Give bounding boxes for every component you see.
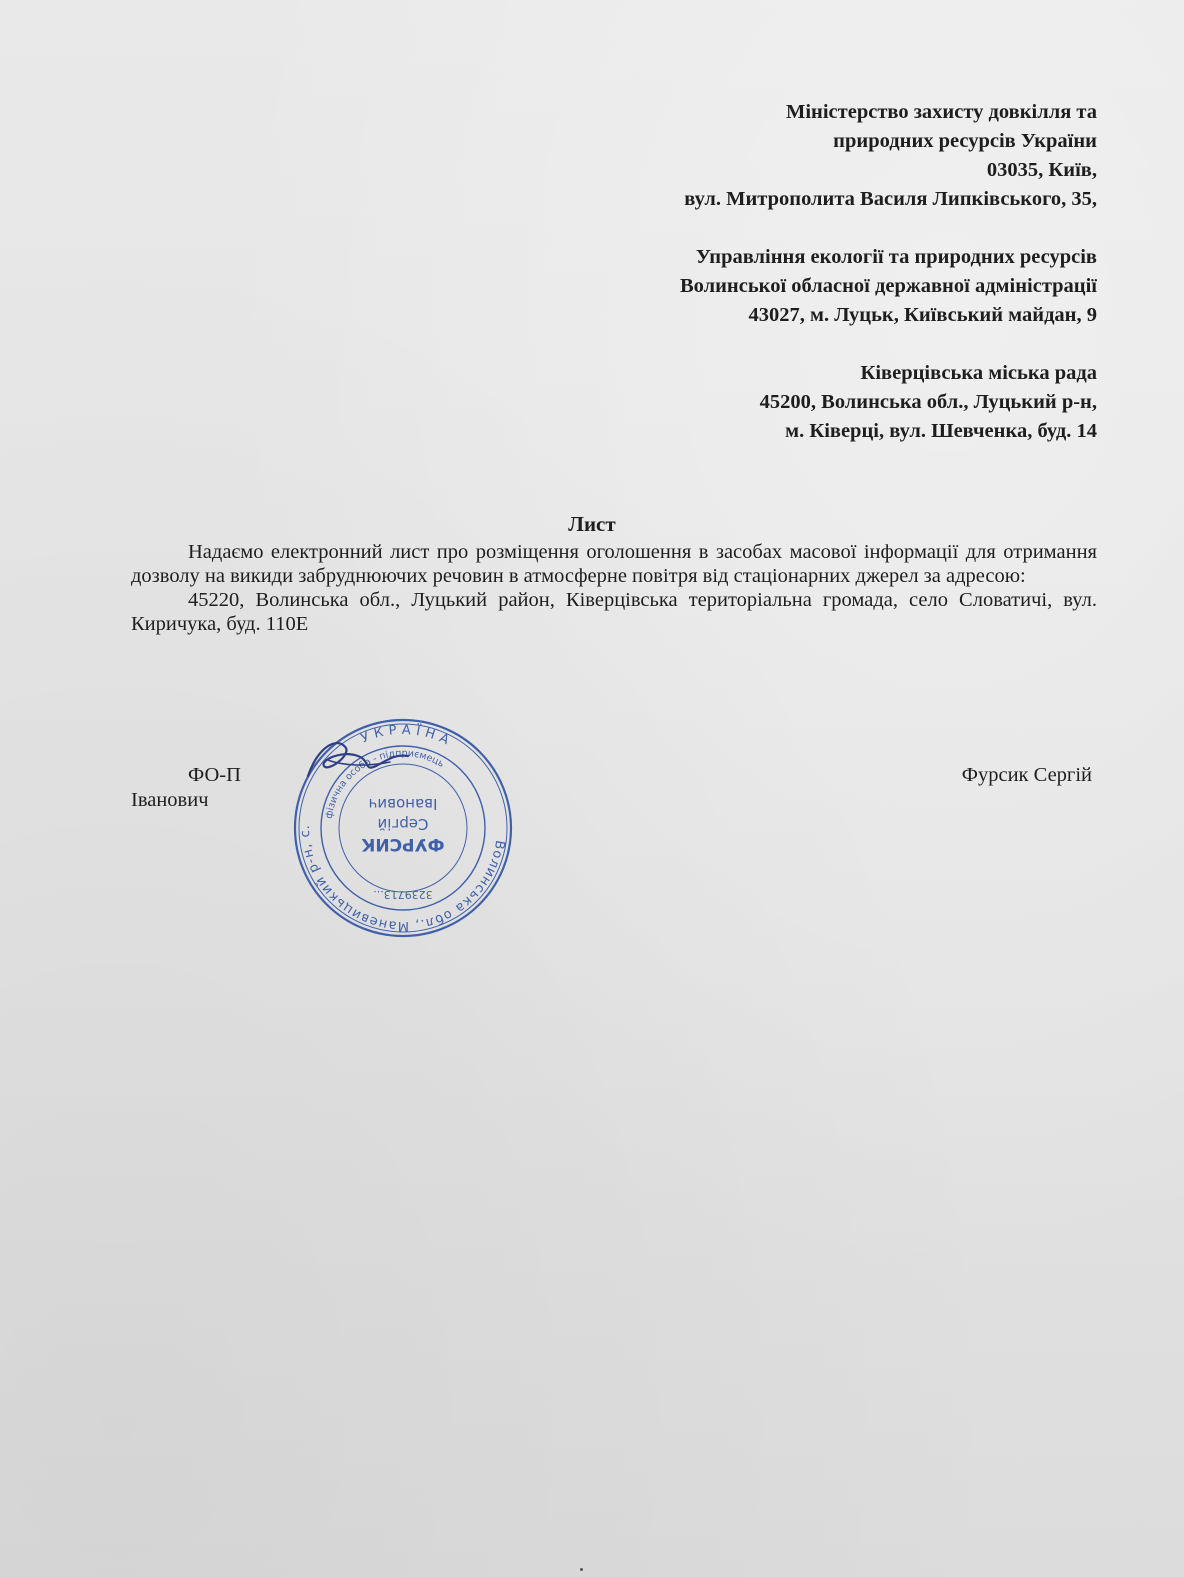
stamp-first-name: Сергій [377,815,429,833]
document-title: Лист [568,512,616,536]
stamp-name: ФУРСИК [361,834,445,854]
recipient-line: Ківерцівська міська рада [860,362,1097,384]
stamp-patronymic: Іванович [368,795,438,813]
recipient-line: 03035, Київ, [986,159,1097,181]
recipient-line: Управління екології та природних ресурсів [695,246,1097,268]
recipient-city-council [477,359,1097,446]
recipient-ministry [477,98,1097,214]
handwritten-signature-icon [298,726,418,796]
stamp-country: УКРАЇНА [358,722,456,751]
recipient-line: Волинської обласної державної адміністрації [679,275,1097,297]
signer-left [131,763,241,813]
paper-speck [580,1568,583,1571]
recipient-line: 45200, Волинська обл., Луцький р-н, [759,391,1097,413]
body-paragraph: Надаємо електронний лист про розміщення оголошення в засобах масової інформації для отримання дозволу на викиди забруднюючих речовин в атмосферне повітря від стаціонарних джерел за адресою: [131,541,1097,587]
recipient-line: 43027, м. Луцьк, Київський майдан, 9 [748,304,1097,326]
signer-name: Фурсик Сергій [961,764,1092,786]
signer-patronymic: Іванович [131,789,209,811]
stamp-inner-text: фізична особа - підприємець [323,747,446,820]
stamp-outer-text: Волинська обл., Маневицький р-н, с. [297,824,508,934]
recipient-ecology-department [477,243,1097,330]
stamp-code: 3239713... [373,888,433,901]
recipient-line: природних ресурсів України [833,130,1097,152]
recipient-line: Міністерство захисту довкілля та [786,101,1097,123]
signer-title: ФО-П [188,764,241,786]
recipient-line: вул. Митрополита Василя Липківського, 35, [684,188,1097,210]
address-paragraph: 45220, Волинська обл., Луцький район, Ківерцівська територіальна громада, село Словатичі, вул. Киричука, буд. 110Е [131,589,1097,635]
recipient-line: м. Ківерці, вул. Шевченка, буд. 14 [785,420,1097,442]
document-body [131,540,1097,636]
recipients-block [477,98,1097,475]
